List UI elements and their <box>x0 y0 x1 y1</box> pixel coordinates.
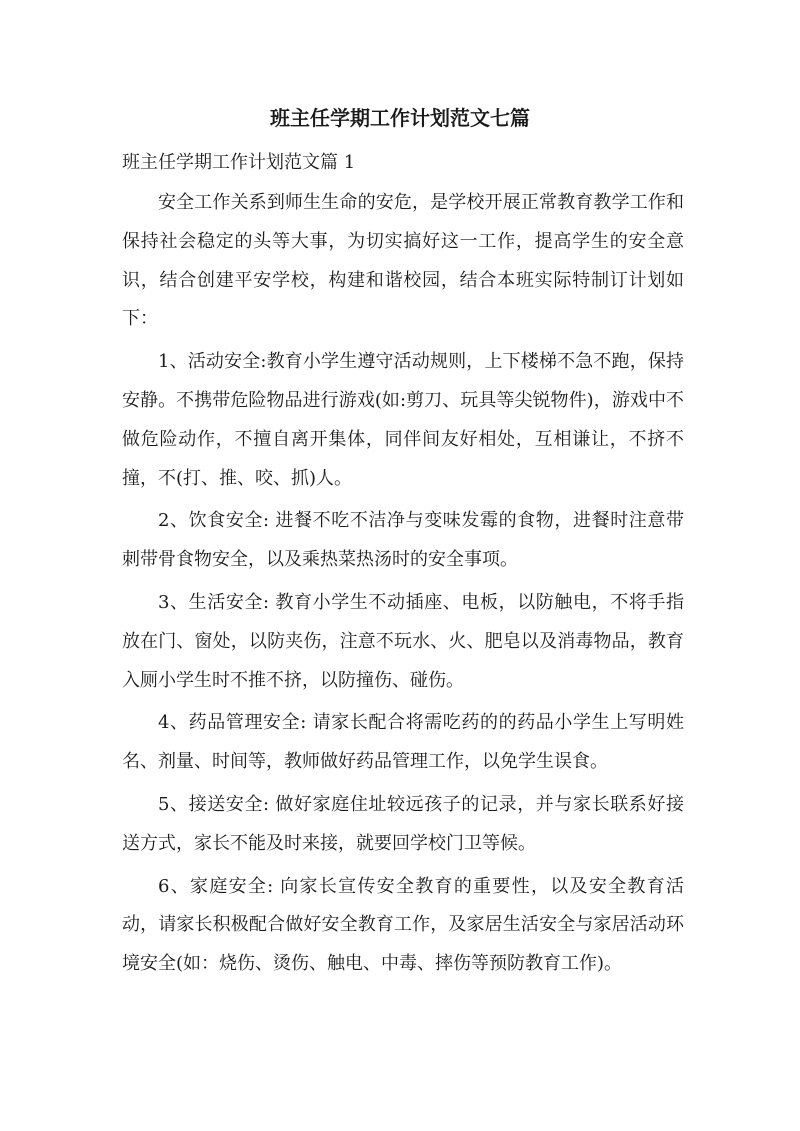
paragraph-life-safety: 3、生活安全: 教育小学生不动插座、电板，以防触电，不将手指放在门、窗处，以防夹伤，注意不玩水、火、肥皂以及消毒物品，教育入厕小学生时不推不挤，以防撞伤、碰伤。 <box>122 591 684 691</box>
document-title: 班主任学期工作计划范文七篇 <box>270 106 530 130</box>
document-subtitle: 班主任学期工作计划范文篇 1 <box>122 152 356 173</box>
document-body <box>122 184 684 988</box>
paragraph-home-safety: 6、家庭安全: 向家长宣传安全教育的重要性，以及安全教育活动，请家长积极配合做好安全教育工作，及家居生活安全与家居活动环境安全(如：烧伤、烫伤、触电、中毒、摔伤等预防教育工作)。 <box>122 875 684 975</box>
paragraph-pickup-safety: 5、接送安全: 做好家庭住址较远孩子的记录，并与家长联系好接送方式，家长不能及时来接，就要回学校门卫等候。 <box>122 793 684 854</box>
paragraph-intro: 安全工作关系到师生生命的安危，是学校开展正常教育教学工作和保持社会稳定的头等大事，为切实搞好这一工作，提高学生的安全意识，结合创建平安学校，构建和谐校园，结合本班实际特制订计划如下： <box>122 192 684 330</box>
paragraph-food-safety: 2、饮食安全: 进餐不吃不洁净与变味发霉的食物，进餐时注意带刺带骨食物安全，以及乘热菜热汤时的安全事项。 <box>122 510 684 571</box>
paragraph-activity-safety: 1、活动安全:教育小学生遵守活动规则，上下楼梯不急不跑，保持安静。不携带危险物品进行游戏(如:剪刀、玩具等尖锐物件)，游戏中不做危险动作，不擅自离开集体，同伴间友好相处，互相谦让，不挤不撞，不(打、推、咬、抓)人。 <box>122 351 684 489</box>
paragraph-medicine-safety: 4、药品管理安全: 请家长配合将需吃药的的药品小学生上写明姓名、剂量、时间等，教师做好药品管理工作，以免学生误食。 <box>122 712 684 773</box>
